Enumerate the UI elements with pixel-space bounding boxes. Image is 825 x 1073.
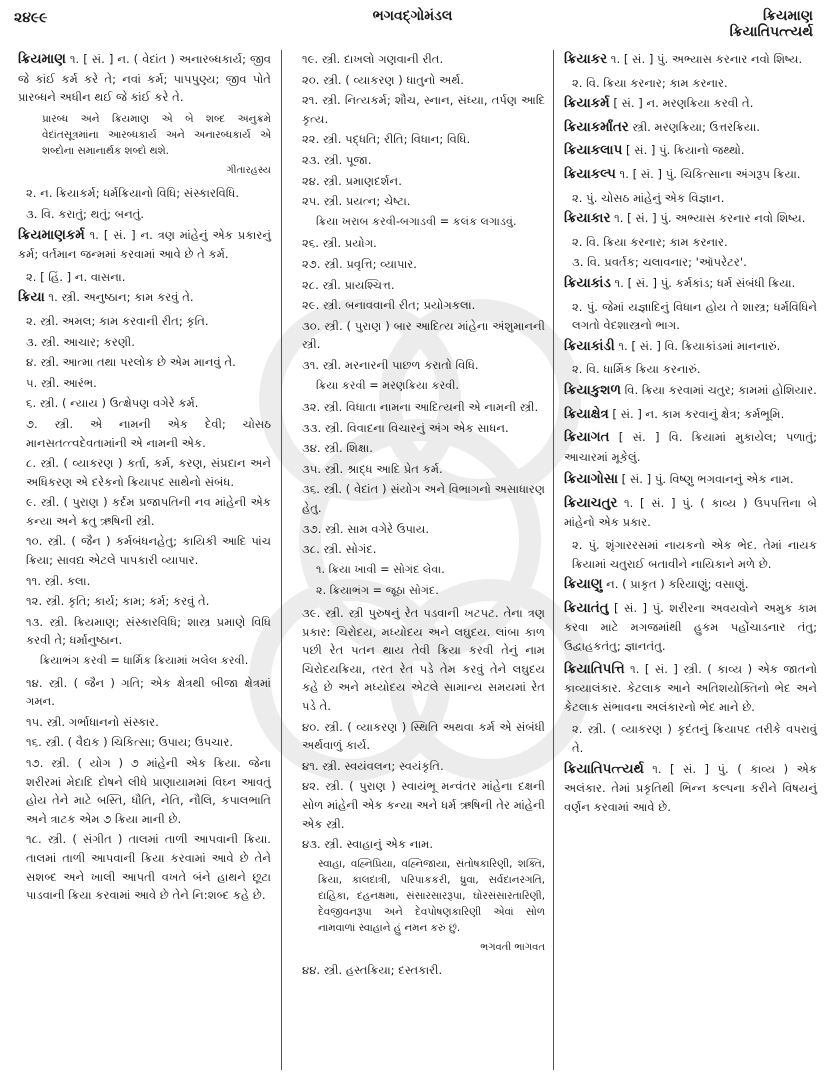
sense: ૪૪. સ્ત્રી. હસ્તક્રિયા; દસ્તકારી.: [302, 963, 443, 978]
sense: ૨. વિ. ધાર્મિક ક્રિયા કરનારું.: [572, 362, 701, 377]
sense: ૫. સ્ત્રી. આરંભ.: [26, 375, 97, 390]
dictionary-entry: [564, 50, 817, 70]
sense: ૨. વિ. ક્રિયા કરનાર; કામ કરનાર.: [572, 75, 728, 90]
page-number: ૨૪૯૯: [14, 10, 48, 26]
definition: [ સં. ] પું. ક્રિયાનો જથ્થો.: [622, 143, 745, 158]
sense: ૨. [ હિં. ] ન. વાસના.: [26, 269, 126, 284]
sense: ૩૧. સ્ત્રી. મરનારની પાછળ કરાતો વિધિ.: [302, 357, 479, 372]
dictionary-entry: [18, 50, 271, 107]
definition: ૧. [ સં. ] પું. ચિકિત્સાના અંગરૂપ ક્રિયા.: [615, 166, 801, 181]
page-header: [0, 0, 825, 46]
headword: ક્રિયાકાંડ: [564, 275, 611, 291]
sense: ૬. સ્ત્રી. ( ન્યાય ) ઉત્ક્ષેપણ વગેરે કર્મ.: [26, 396, 199, 411]
definition: ૧. [ સં. ] પું. અભ્યાસ કરનાર નવો શિષ્ય.: [610, 211, 806, 226]
sense: ૧૯. સ્ત્રી. દાખલો ગણવાની રીત.: [302, 52, 444, 66]
sense: ૩. વિ. કરાતું; થતું; બનતું.: [26, 206, 145, 221]
sense: ૨. પું. શૃંગારરસમાં નાયકનો એક ભેદ. તેમાં નાયક ક્રિયામાં ચતુરાઈ બતાવીને નાયિકાને મળે છે.: [572, 538, 817, 571]
sense: ૧૩. સ્ત્રી. ક્રિયમાણ; સંસ્કારવિધિ; શાસ્ત્ર પ્રમાણે વિધિ કરવી તે; ધર્માનુષ્ઠાન.: [26, 614, 271, 648]
sense: ૧૬. સ્ત્રી. ( વૈદ્યક ) ચિકિત્સા; ઉપાય; ઉપચાર.: [26, 735, 234, 750]
sense: ૪૨. સ્ત્રી. ( પુરાણ ) સ્વાયંભૂ મન્વંતર માંહેના દક્ષની સોળ માંહેની એક કન્યા અને ધર્મ ઋષિની તેર માંહેની એક સ્ત્રી.: [302, 779, 545, 831]
sense: ૧૪. સ્ત્રી. ( જૈન ) ગતિ; એક ક્ષેત્રથી બીજા ક્ષેત્રમાં ગમન.: [26, 675, 271, 709]
sense: ૨૫. સ્ત્રી. પ્રયત્ન; ચેષ્ટા.: [302, 194, 411, 209]
headword: ક્રિયાકુશળ: [564, 382, 621, 398]
definition: ૧. [ સં. ] સ્ત્રી. ( કાવ્ય ) એક જાતનો કાવ્યાલંકાર. કેટલાક આને અતિશયોક્તિનો ભેદ અને કેટલાક સંભાવના અલંકારનો ભેદ માને છે.: [564, 661, 817, 714]
headword: ક્રિયાચતુર: [564, 495, 618, 511]
sense: ૨૪. સ્ત્રી. પ્રમાણદર્શન.: [302, 173, 402, 188]
definition: [ સં. ] પું. વિષ્ણુ ભગવાનનું એક નામ.: [617, 472, 794, 487]
sense: ૩૯. સ્ત્રી. સ્ત્રી પુરુષનું રેત પડવાની ખટપટ. તેના ત્રણ પ્રકાર: ચિરોદય, મધ્યોદય અને લઘુદય. લાંબા કાળ પછી રેત પતન થાય તેવી ક્રિયા કરવી તેનું નામ ચિરોદયક્રિયા, તરત રેત પડે તેમ કરવું તેને લઘુદય કહે છે અને મધ્યોદય એટલે સામાન્ય સમયમાં રેત પડે તે.: [302, 606, 545, 713]
citation-quote: પ્રારબ્ધ અને ક્રિયમાણ એ બે શબ્દ અનુક્રમે વેદાંતસૂત્રમાંના આરબ્ધકાર્ય અને અનારબ્ધકાર્ય એ શબ્દોના સમાનાર્થક શબ્દો થશે.: [42, 112, 271, 157]
sense: ૪૦. સ્ત્રી. ( વ્યાકરણ ) સ્થિતિ અથવા કર્મ એ સંબંધી અર્થવાળું કાર્ય.: [302, 719, 545, 753]
sense: ૨. સ્ત્રી. અમલ; કામ કરવાની રીત; કૃતિ.: [26, 313, 209, 328]
headword: ક્રિયાકલ્પ: [564, 166, 616, 182]
sense: ૧૮. સ્ત્રી. ( સંગીત ) તાલમાં તાળી આપવાની ક્રિયા. તાલમાં તાળી આપવાની ક્રિયા કરવામાં આવે છે તેને સશબ્દ અને ખાલી આપતી વખતે બંને હાથને છૂટા પાડવાની ક્રિયા કરવામાં આવે છે તેને નિ:શબ્દ કહે છે.: [26, 832, 271, 903]
column-1: [0, 50, 282, 1070]
sense: ૪. સ્ત્રી. આત્મા તથા પરલોક છે એમ માનવું તે.: [26, 355, 236, 370]
headword: ક્રિયાગત: [564, 430, 610, 446]
sense: ૨. સ્ત્રી. ( વ્યાકરણ ) કૃદંતનું ક્રિયાપદ તરીકે વપરાવું તે.: [572, 722, 817, 755]
sense: ૩. વિ. પ્રવર્તક; ચલાવનાર; 'ઑપરેટર'.: [572, 255, 747, 270]
definition: [ સં. ] ન. કામ કરવાનું ક્ષેત્ર; કર્મભૂમિ.: [608, 406, 785, 421]
dictionary-entry: [564, 274, 817, 294]
sense: ૨૮. સ્ત્રી. પ્રાયશ્ચિત્ત.: [302, 277, 395, 292]
citation-source: ગીતારહસ્ય: [226, 164, 271, 176]
sense: ૧૨. સ્ત્રી. કૃતિ; કાર્ય; કામ; કર્મ; કરવું તે.: [26, 594, 210, 609]
headword: ક્રિયમાણકર્મ: [18, 227, 85, 243]
headword: ક્રિયાગોસા: [564, 472, 618, 488]
dictionary-entry: [564, 470, 817, 490]
headword: ક્રિયાતિપત્તિ: [564, 661, 625, 677]
definition: [ સં. ] વિ. ક્રિયામાં મુકાયેલ; પળાતું; આચારમાં મૂકેલું.: [564, 430, 817, 464]
dictionary-entry: [564, 760, 817, 817]
citation-source: ભગવતી ભાગવત: [480, 941, 545, 953]
sense: ૩૨. સ્ત્રી. વિધાતા નામના આદિત્યની એ નામની સ્ત્રી.: [302, 400, 539, 415]
headword: ક્રિયાણુ: [564, 577, 603, 593]
sense: ૭. સ્ત્રી. એ નામની એક દેવી; ચોસઠ માનસતત્ત્વદેવતામાંની એ નામની એક.: [26, 416, 271, 450]
definition: ૧. [ સં. ] પું. ( કાવ્ય ) ઉપપત્તિના બે માંહેનો એક પ્રકાર.: [564, 495, 817, 530]
sense: ૩૩. સ્ત્રી. વિવાદના વિચારનું અંગ એક સાધન.: [302, 420, 509, 435]
citation-quote: સ્વાહા, વહ્નિપ્રિયા, વહ્નિજાયા, સંતોષકારિણી, શક્તિ, ક્રિયા, કાલદાત્રી, પરિપાકકરી, ધ્રુવા, સર્વદાનરગતિ, દાહિકા, દહનક્ષમા, સંસારસારરૂપા, ઘોરસંસારતારિણી, દેવજીવનરૂપા અને દેવપોષણકારિણી એવાં સોળ નામવાળાં સ્વાહાને હું નમન કરું છું.: [318, 857, 545, 934]
dictionary-entry: [564, 428, 817, 466]
dictionary-entry: [564, 165, 817, 185]
sense: ૨૬. સ્ત્રી. પ્રયોગ.: [302, 236, 377, 251]
definition: ૧. [ સં. ] પું. અભ્યાસ કરનાર નવો શિષ્ય.: [607, 52, 803, 66]
dictionary-entry: [564, 381, 817, 401]
sense: ૯. સ્ત્રી. ( પુરાણ ) કર્દમ પ્રજાપતિની નવ માંહેની એક કન્યા અને ક્રતુ ઋષિની સ્ત્રી.: [26, 495, 271, 528]
dictionary-entry: [564, 118, 817, 138]
sense: ૨૦. સ્ત્રી. ( વ્યાકરણ ) ધાતુનો અર્થ.: [302, 72, 464, 87]
sense: ૨૯. સ્ત્રી. બનાવવાની રીત; પ્રયોગકલા.: [302, 298, 476, 313]
sense: ૩. સ્ત્રી. આચાર; કરણી.: [26, 334, 135, 349]
column-2: [282, 50, 554, 1070]
headword: ક્રિયાકર્માંતર: [564, 119, 629, 135]
idiom: ક્રિયા ખરાબ કરવી-બગાડવી = કલંક લગાડવું.: [316, 214, 517, 228]
definition: ન. ( પ્રાકૃત ) કરિયાણું; વસાણું.: [602, 577, 749, 592]
running-title: ભગવદ્ગોમંડલ: [372, 8, 453, 24]
dictionary-entry: [564, 575, 817, 595]
definition: ૧. સ્ત્રી. અનુષ્ઠાન; કામ કરવું તે.: [44, 290, 194, 305]
dictionary-entry: [564, 405, 817, 425]
headword: ક્રિયાકર્મ: [564, 96, 610, 112]
dictionary-entry: [564, 209, 817, 229]
headword: ક્રિયાતંતુ: [564, 600, 609, 616]
definition: [ સં. ] ન. મરણક્રિયા કરવી તે.: [609, 96, 754, 111]
sense: ૨૩. સ્ત્રી. પૂજા.: [302, 152, 372, 167]
sense: ૨૭. સ્ત્રી. પ્રવૃત્તિ; વ્યાપાર.: [302, 256, 417, 271]
sense: ૪૩. સ્ત્રી. સ્વાહાનું એક નામ.: [302, 837, 434, 852]
idiom: ક્રિયાભંગ કરવી = ધાર્મિક ક્રિયામાં ખલેલ કરવી.: [40, 654, 249, 668]
dictionary-entry: [564, 337, 817, 357]
idiom: ૧. ક્રિયા ખાવી = સોગંદ લેવા.: [316, 562, 445, 576]
definition: વિ. ક્રિયા કરવામાં ચતુર; કામમાં હોશિયાર.: [620, 382, 817, 397]
sense: ૩૬. સ્ત્રી. ( વેદાંત ) સંયોગ અને વિભાગનો અસાધારણ હેતુ.: [302, 482, 545, 516]
dictionary-entry: [18, 226, 271, 264]
definition: ૧. [ સં. ] ન. ત્રણ માંહેનું એક પ્રકારનું કર્મ; વર્તમાન જન્મમાં કરવામાં આવે છે તે કર્મ.: [18, 227, 271, 262]
dictionary-entry: [564, 141, 817, 161]
guide-word-last: ક્રિયાતિપત્ત્યર્થ: [729, 24, 813, 40]
sense: ૪૧. સ્ત્રી. સ્વયંવલન; સ્વયંકૃતિ.: [302, 758, 444, 773]
guide-word-first: ક્રિયમાણ: [762, 8, 813, 24]
sense: ૩૪. સ્ત્રી. શિક્ષા.: [302, 441, 373, 456]
definition: ૧. [ સં. ] પું. ( કાવ્ય ) એક અલંકાર. તેમાં પ્રકૃતિથી ભિન્ન કલ્પના કરીને વિષયનું વર્ણન કરવામાં આવે છે.: [564, 761, 817, 814]
headword: ક્રિયાકાંડી: [564, 338, 615, 354]
guide-words: [730, 8, 813, 40]
headword: ક્રિયાકર: [564, 52, 608, 67]
dictionary-columns: [0, 50, 825, 1070]
definition: સ્ત્રી. મરણક્રિયા; ઉત્તરક્રિયા.: [628, 119, 760, 134]
idiom: ૨. ક્રિયાભંગ = જૂઠા સોગંદ.: [316, 584, 439, 598]
headword: ક્રિયાકાર: [564, 211, 611, 227]
headword: ક્રિયમાણ: [18, 52, 66, 67]
headword: ક્રિયાતિપત્ત્યર્થ: [564, 761, 644, 777]
headword: ક્રિયાકલાપ: [564, 143, 623, 159]
definition: [ સં. ] પું. શરીરના અવયવોને અમુક કામ કરવા માટે મગજમાંથી હુકમ પહોંચાડનાર તંતુ; ઉદ્વાહકતંતુ; જ્ઞાનતંતુ.: [564, 600, 817, 654]
dictionary-entry: [564, 660, 817, 717]
column-3: [554, 50, 825, 1070]
sense: ૨૨. સ્ત્રી. પદ્ધતિ; રીતિ; વિધાન; વિધિ.: [302, 132, 471, 147]
dictionary-entry: [564, 599, 817, 656]
dictionary-entry: [564, 94, 817, 114]
sense: ૨૧. સ્ત્રી. નિત્યકર્મ; શૌચ, સ્નાન, સંધ્યા, તર્પણ આદિ કૃત્ય.: [302, 93, 545, 126]
sense: ૩૭. સ્ત્રી. સામ વગેરે ઉપાય.: [302, 521, 430, 536]
sense: ૨. વિ. ક્રિયા કરનાર; કામ કરનાર.: [572, 234, 728, 249]
sense: ૩૮. સ્ત્રી. સોગંદ.: [302, 542, 377, 557]
sense: ૨. ન. ક્રિયાકર્મ; ધર્મક્રિયાનો વિધિ; સંસ્કારવિધિ.: [26, 186, 240, 201]
sense: ૧૧. સ્ત્રી. કલા.: [26, 573, 91, 588]
sense: ૧૭. સ્ત્રી. ( યોગ ) ૭ માંહેની એક ક્રિયા. જેના શરીરમાં મેદાદિ દોષને લીધે પ્રાણાયામમાં વિઘ્ન આવતું હોય તેને માટે બસ્તિ, ધૌતિ, નેતિ, નૌલિ, કપાલભાતિ અને ત્રાટક એમ ૭ ક્રિયા માની છે.: [26, 756, 271, 826]
dictionary-entry: [564, 494, 817, 532]
definition: ૧. [ સં. ] વિ. ક્રિયાકાંડમાં માનનારું.: [614, 338, 781, 353]
sense: ૨. પું. ચોસઠ માંહેનું એક વિજ્ઞાન.: [572, 190, 725, 205]
idiom: ક્રિયા કરવી = મરણક્રિયા કરવી.: [316, 378, 459, 392]
sense: ૮. સ્ત્રી. ( વ્યાકરણ ) કર્તા, કર્મ, કરણ, સંપ્રદાન અને અધિકરણ એ દરેકનો ક્રિયાપદ સાથેનો સંબંધ.: [26, 456, 271, 489]
headword: ક્રિયાક્ષેત્ર: [564, 406, 609, 422]
dictionary-entry: [18, 288, 271, 308]
sense: ૩૫. સ્ત્રી. શ્રાદ્ધ આદિ પ્રેત કર્મ.: [302, 461, 443, 476]
definition: ૧. [ સં. ] ન. ( વેદાંત ) અનારબ્ધકાર્ય; જીવ જે કાંઈ કર્મ કરે તે; નવાં કર્મ; પાપપુણ્ય; જીવ પોતે પ્રારબ્ધને અધીન થઈ જે કાંઈ કરે તે.: [18, 52, 271, 105]
definition: ૧. [ સં. ] પું. કર્મકાંડ; ધર્મ સંબંધી ક્રિયા.: [610, 275, 796, 290]
sense: ૧૫. સ્ત્રી. ગર્ભાધાનનો સંસ્કાર.: [26, 714, 159, 729]
sense: ૩૦. સ્ત્રી. ( પુરાણ ) બાર આદિત્ય માંહેના અંશુમાનની સ્ત્રી.: [302, 318, 545, 352]
headword: ક્રિયા: [18, 290, 45, 306]
sense: ૨. પું. જેમાં યજ્ઞાદિનું વિધાન હોય તે શાસ્ત્ર; ધર્મવિધિને લગતો વેદશાસ્ત્રનો ભાગ.: [572, 299, 817, 333]
sense: ૧૦. સ્ત્રી. ( જૈન ) કર્મબંધનહેતુ; કાયિકી આદિ પાંચ ક્રિયા; સાવદ્ય એટલે પાપકારી વ્યાપાર.: [26, 534, 271, 568]
